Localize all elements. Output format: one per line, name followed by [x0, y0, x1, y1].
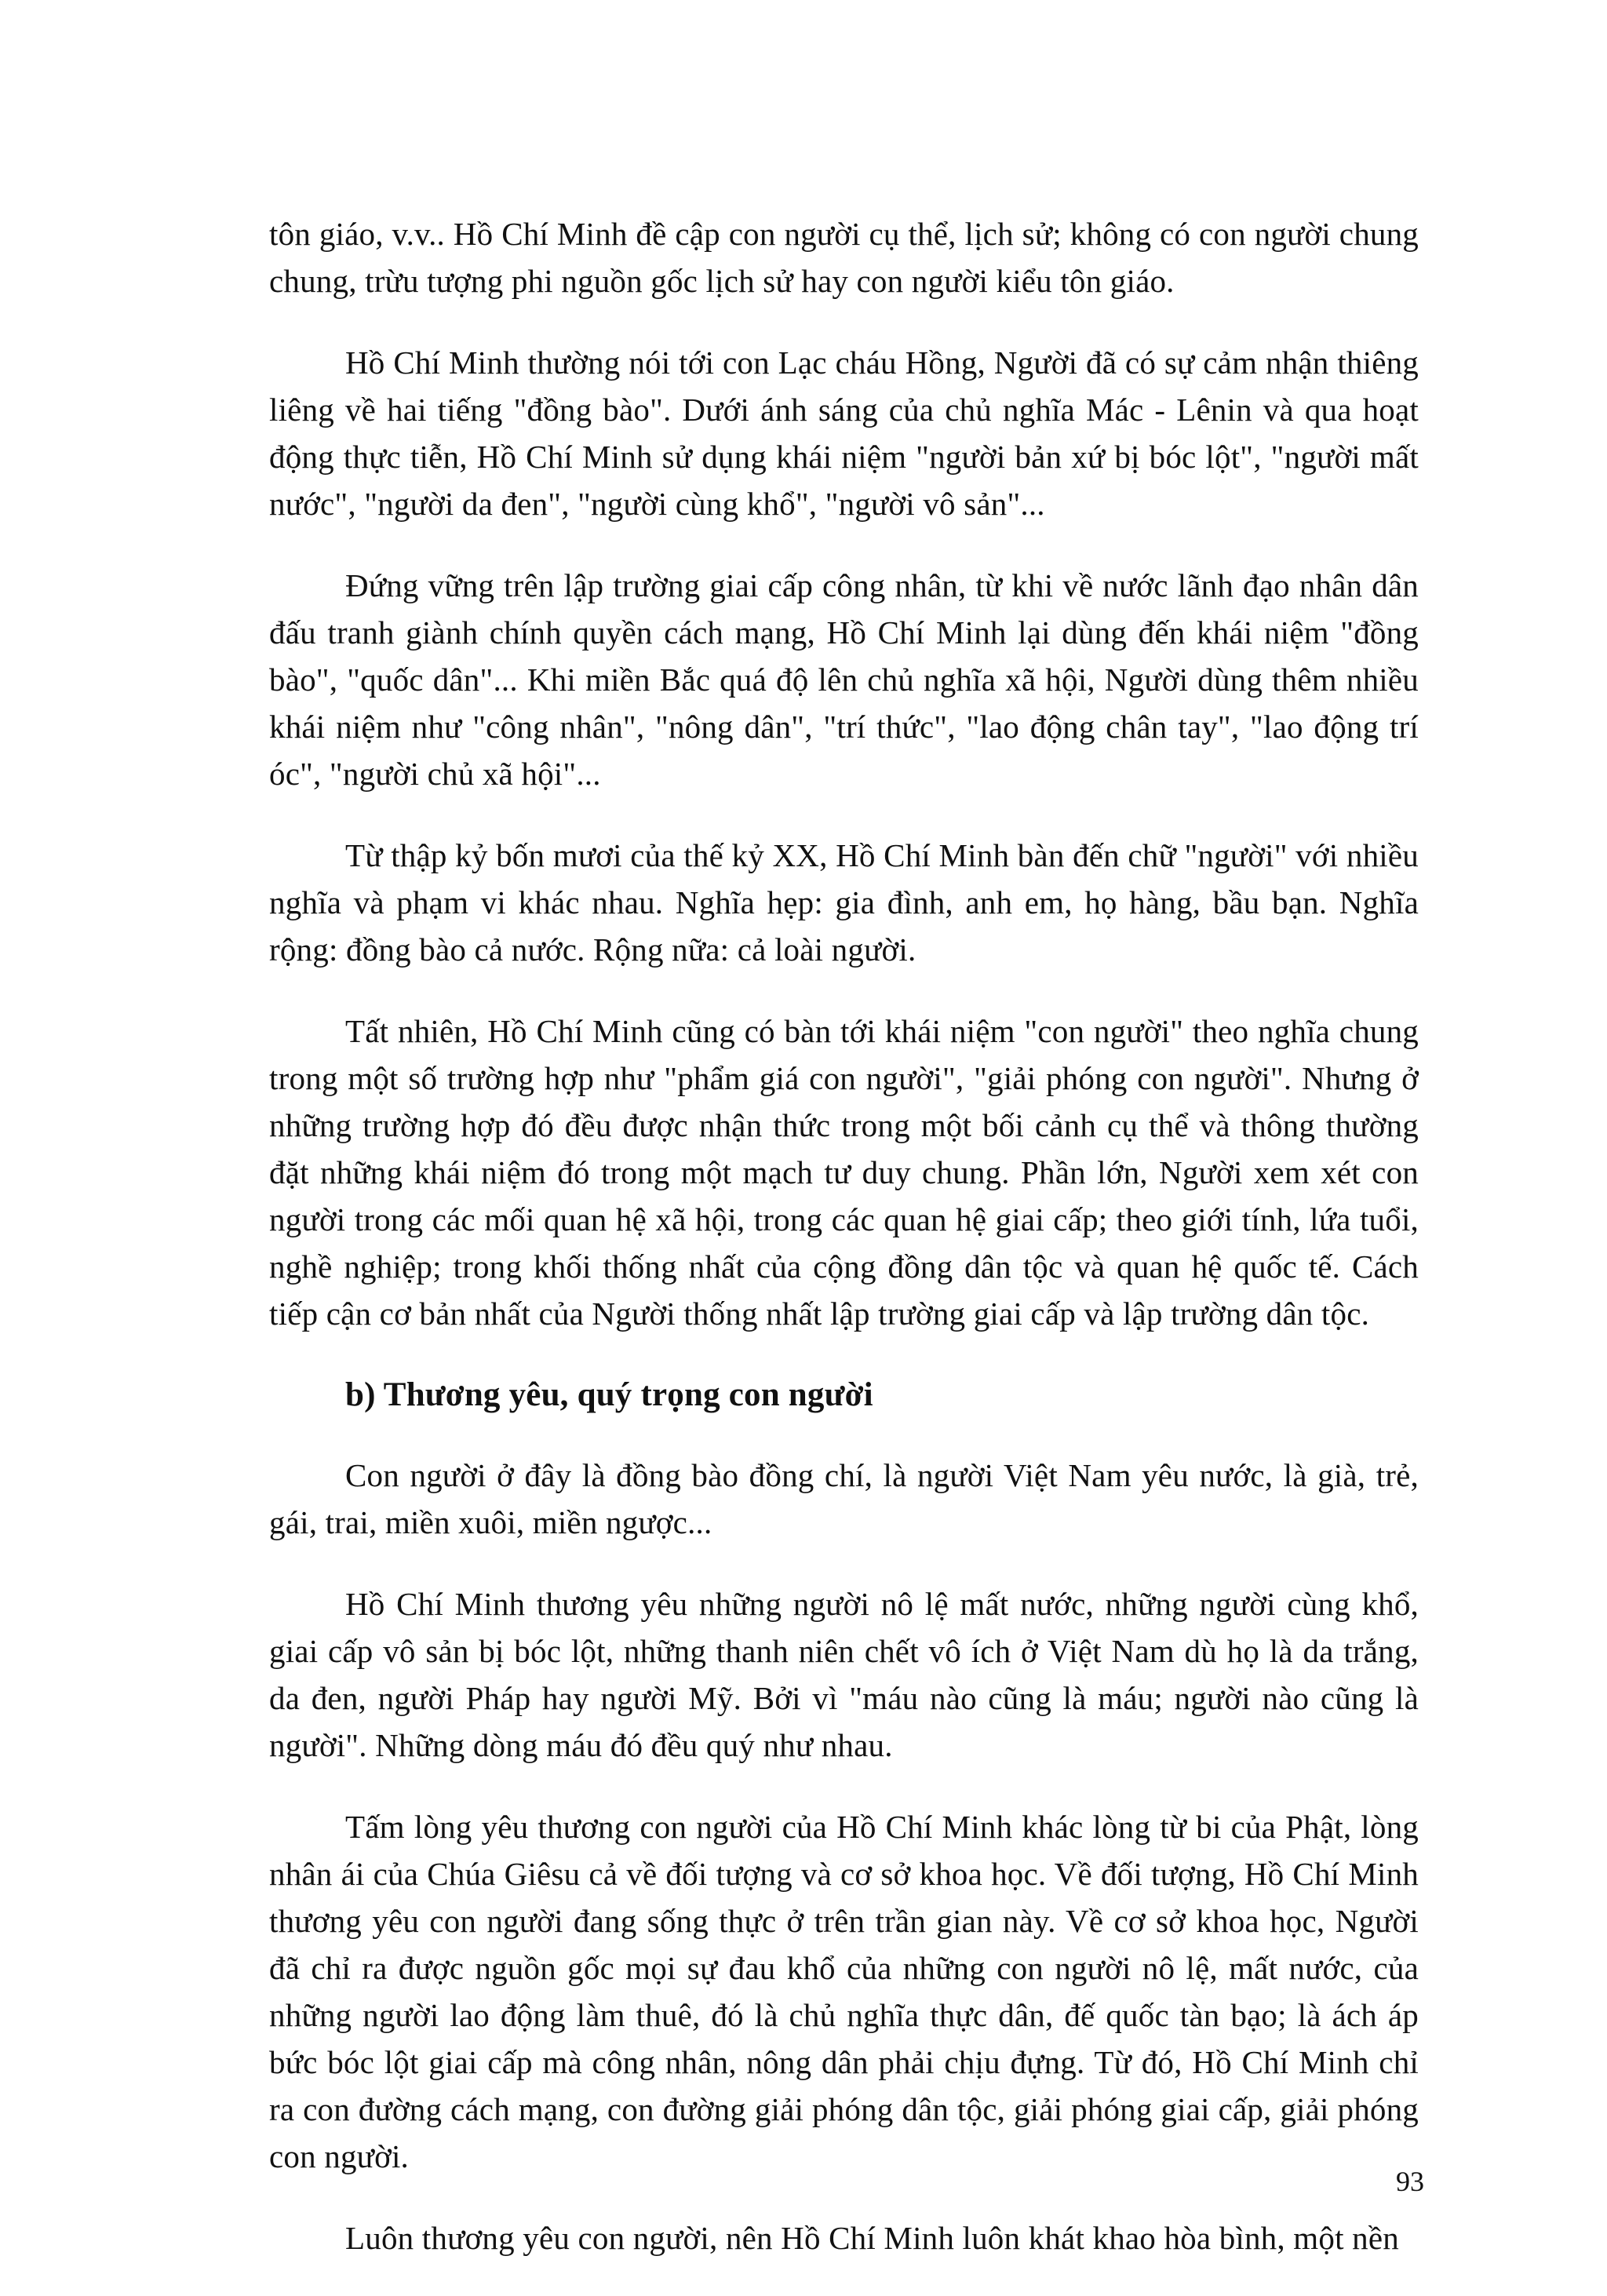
paragraph-truncated: Luôn thương yêu con người, nên Hồ Chí Minh luôn khát khao hòa bình, một nền [345, 2220, 1399, 2256]
paragraph: Tất nhiên, Hồ Chí Minh cũng có bàn tới khái niệm "con người" theo nghĩa chung trong một số trường hợp như "phẩm giá con người", "giải phóng con người". Nhưng ở những trường hợp đó đều được nhận thức trong một bối cảnh cụ thể và thông thường đặt những khái niệm đó trong một mạch tư duy chung. Phần lớn, Người xem xét con người trong các mối quan hệ xã hội, trong các quan hệ giai cấp; theo giới tính, lứa tuổi, nghề nghiệp; trong khối thống nhất của cộng đồng dân tộc và quan hệ quốc tế. Cách tiếp cận cơ bản nhất của Người thống nhất lập trường giai cấp và lập trường dân tộc. [269, 1013, 1419, 1332]
paragraph: Con người ở đây là đồng bào đồng chí, là người Việt Nam yêu nước, là già, trẻ, gái, trai, miền xuôi, miền ngược... [269, 1457, 1419, 1540]
paragraph: Đứng vững trên lập trường giai cấp công nhân, từ khi về nước lãnh đạo nhân dân đấu tranh giành chính quyền cách mạng, Hồ Chí Minh lại dùng đến khái niệm "đồng bào", "quốc dân"... Khi miền Bắc quá độ lên chủ nghĩa xã hội, Người dùng thêm nhiều khái niệm như "công nhân", "nông dân", "trí thức", "lao động chân tay", "lao động trí óc", "người chủ xã hội"... [269, 567, 1419, 792]
document-page [269, 210, 1419, 2296]
paragraph: Từ thập kỷ bốn mươi của thế kỷ XX, Hồ Chí Minh bàn đến chữ "người" với nhiều nghĩa và phạm vi khác nhau. Nghĩa hẹp: gia đình, anh em, họ hàng, bầu bạn. Nghĩa rộng: đồng bào cả nước. Rộng nữa: cả loài người. [269, 837, 1419, 968]
paragraph: Hồ Chí Minh thương yêu những người nô lệ mất nước, những người cùng khổ, giai cấp vô sản bị bóc lột, những thanh niên chết vô ích ở Việt Nam dù họ là da trắng, da đen, người Pháp hay người Mỹ. Bởi vì "máu nào cũng là máu; người nào cũng là người". Những dòng máu đó đều quý như nhau. [269, 1586, 1419, 1763]
paragraph-continuation: tôn giáo, v.v.. Hồ Chí Minh đề cập con người cụ thể, lịch sử; không có con người chung chung, trừu tượng phi nguồn gốc lịch sử hay con người kiểu tôn giáo. [269, 216, 1419, 299]
paragraph: Hồ Chí Minh thường nói tới con Lạc cháu Hồng, Người đã có sự cảm nhận thiêng liêng về hai tiếng "đồng bào". Dưới ánh sáng của chủ nghĩa Mác - Lênin và qua hoạt động thực tiễn, Hồ Chí Minh sử dụng khái niệm "người bản xứ bị bóc lột", "người mất nước", "người da đen", "người cùng khổ", "người vô sản"... [269, 344, 1419, 522]
paragraph: Tấm lòng yêu thương con người của Hồ Chí Minh khác lòng từ bi của Phật, lòng nhân ái của Chúa Giêsu cả về đối tượng và cơ sở khoa học. Về đối tượng, Hồ Chí Minh thương yêu con người đang sống thực ở trên trần gian này. Về cơ sở khoa học, Người đã chỉ ra được nguồn gốc mọi sự đau khổ của những con người nô lệ, mất nước, của những người lao động làm thuê, đó là chủ nghĩa thực dân, đế quốc tàn bạo; là ách áp bức bóc lột giai cấp mà công nhân, nông dân phải chịu đựng. Từ đó, Hồ Chí Minh chỉ ra con đường cách mạng, con đường giải phóng dân tộc, giải phóng giai cấp, giải phóng con người. [269, 1809, 1419, 2174]
page-number: 93 [1396, 2166, 1424, 2197]
section-heading: b) Thương yêu, quý trọng con người [345, 1376, 873, 1413]
